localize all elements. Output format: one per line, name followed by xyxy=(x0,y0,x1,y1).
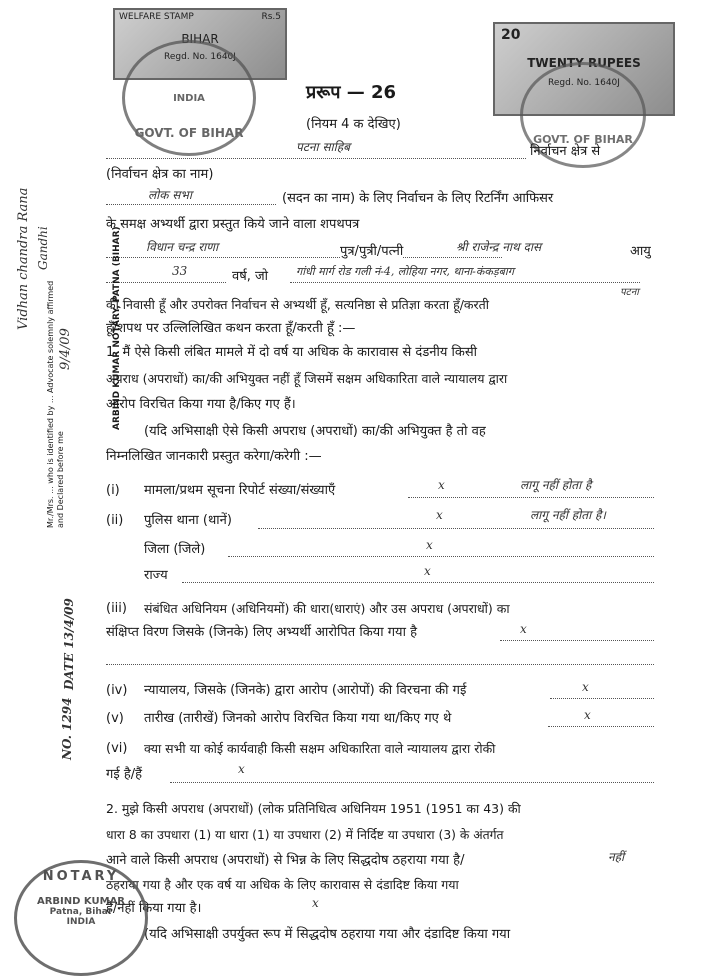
para3-line2: धारा 8 का उपधारा (1) या धारा (1) या उपधारा (2) में निर्दिष्ट या उपधारा (3) के अंतर्गत xyxy=(106,828,504,842)
item-iii-mark: x xyxy=(520,622,527,636)
para3-hand: नहीं xyxy=(608,850,625,864)
relation-label: पुत्र/पुत्री/पत्नी xyxy=(340,244,404,259)
item-v-blank xyxy=(548,726,654,727)
father-handwritten: श्री राजेन्द्र नाथ दास xyxy=(456,240,542,254)
margin-notary-text: Mr./Mrs. ... who is identified by ... Advocate solemnly affirmed and Declared before me xyxy=(46,280,65,528)
item-iv-num: (iv) xyxy=(106,683,128,698)
item-i-mark: x xyxy=(438,478,445,492)
years-label: वर्ष, जो xyxy=(232,269,269,284)
para2-line1: (यदि अभिसाक्षी ऐसे किसी अपराध (अपराधों) का/की अभियुक्त है तो वह xyxy=(144,424,486,439)
item-i-hand: लागू नहीं होता है xyxy=(520,478,592,492)
item-iv-mark: x xyxy=(582,680,589,694)
item-vi-mark: x xyxy=(238,762,245,776)
name-handwritten: विधान चन्द्र राणा xyxy=(146,240,219,254)
welfare-stamp-value: Rs.5 xyxy=(261,12,281,22)
court-fee-stamp-regd: Regd. No. 1640J xyxy=(548,78,620,88)
address-line xyxy=(290,282,640,283)
name-line xyxy=(106,257,502,258)
resident-line: की निवासी हूँ और उपरोक्त निर्वाचन से अभ्यर्थी हूँ, सत्यनिष्ठा से प्रतिज्ञा करता हूँ/करती xyxy=(106,297,490,312)
welfare-stamp-regd: Regd. No. 1640J xyxy=(164,52,236,62)
address-handwritten-2: पटना xyxy=(620,287,639,298)
item-v-text: तारीख (तारीखें) जिनको आरोप विरचित किया गया था/किए गए थे xyxy=(144,711,452,726)
notary-seal-country: INDIA xyxy=(66,917,96,927)
constituency-suffix: निर्वाचन क्षेत्र से xyxy=(530,144,601,159)
house-handwritten: लोक सभा xyxy=(148,188,192,202)
para4-line1: (यदि अभिसाक्षी उपर्युक्त रूप में सिद्धदोष ठहराया गया और दंडादिष्ट किया गया xyxy=(144,927,511,942)
affirm-line: हूँ/शपथ पर उल्लिलिखित कथन करता हूँ/करती हूँ :— xyxy=(106,321,356,336)
register-date: DATE 13/4/09 xyxy=(62,598,76,690)
para3-line1: 2. मुझे किसी अपराध (अपराधों) (लोक प्रतिनिधित्व अधिनियम 1951 (1951 का 43) की xyxy=(106,801,521,816)
constituency-label: (निर्वाचन क्षेत्र का नाम) xyxy=(106,167,214,182)
oath-intro: के समक्ष अभ्यर्थी द्वारा प्रस्तुत किये जाने वाला शपथपत्र xyxy=(106,217,360,232)
welfare-stamp-state: BIHAR xyxy=(181,32,219,46)
item-vi-num: (vi) xyxy=(106,741,128,756)
para3-line5: है/नहीं किया गया है। xyxy=(106,901,202,916)
constituency-line xyxy=(106,158,526,159)
notary-seal-title: NOTARY xyxy=(42,869,120,884)
govt-seal-left xyxy=(122,40,256,156)
house-line xyxy=(106,204,276,205)
register-number: NO. 1294 xyxy=(60,697,74,760)
item-iii-line1: संबंधित अधिनियम (अधिनियमों) की धारा(धाराएं) और उस अपराध (अपराधों) का xyxy=(144,601,510,616)
para1-line3: आरोप विरचित किया गया है/किए गए हैं। xyxy=(106,397,296,412)
govt-seal-right-text: GOVT. OF BIHAR xyxy=(533,133,633,146)
form-subtitle: (नियम 4 क देखिए) xyxy=(306,117,401,132)
item-v-mark: x xyxy=(584,708,591,722)
form-title: प्ररूप — 26 xyxy=(306,82,397,103)
item-i-label: मामला/प्रथम सूचना रिपोर्ट संख्या/संख्याएँ xyxy=(144,483,336,498)
para3-line4: ठहराया गया है और एक वर्ष या अधिक के लिए कारावास से दंडादिष्ट किया गया xyxy=(106,877,459,892)
district-line xyxy=(228,556,654,557)
welfare-stamp-title: WELFARE STAMP xyxy=(119,12,194,22)
district-mark: x xyxy=(426,538,433,552)
item-i-num: (i) xyxy=(106,483,120,498)
margin-handwritten-name: Vidhan chandra Rana xyxy=(16,187,31,330)
age-handwritten: 33 xyxy=(172,264,188,278)
item-i-line xyxy=(408,497,654,498)
para3-mark: x xyxy=(312,896,319,910)
para1-line2: अपराध (अपराधों) का/की अभियुक्त नहीं हूँ जिसमें सक्षम अधिकारिता वाले न्यायालय द्वारा xyxy=(106,371,508,386)
notary-seal xyxy=(14,860,148,976)
item-ii-num: (ii) xyxy=(106,513,124,528)
item-iv-blank xyxy=(550,698,654,699)
govt-seal-left-text: GOVT. OF BIHAR xyxy=(134,126,244,140)
margin-notary-vertical: ARBIND KUMAR NOTARY, PATNA (BIHAR) xyxy=(112,226,122,430)
margin-handwritten-suffix: Gandhi xyxy=(36,226,50,270)
age-label: आयु xyxy=(630,244,651,259)
item-iii-line2: संक्षिप्त विरण जिसके (जिनके) लिए अभ्यर्थी आरोपित किया गया है xyxy=(106,625,417,640)
state-mark: x xyxy=(424,564,431,578)
govt-seal-left-center: INDIA xyxy=(173,93,205,104)
age-line xyxy=(106,282,226,283)
para2-line2: निम्नलिखित जानकारी प्रस्तुत करेगा/करेगी :— xyxy=(106,449,322,464)
house-text: (सदन का नाम) के लिए निर्वाचन के लिए रिटर्निंग आफिसर xyxy=(282,191,554,206)
state-label: राज्य xyxy=(144,568,168,583)
notary-seal-name: ARBIND KUMAR xyxy=(36,896,126,907)
item-ii-mark: x xyxy=(436,508,443,522)
item-vi-line1: क्या सभी या कोई कार्यवाही किसी सक्षम अधिकारिता वाले न्यायालय द्वारा रोकी xyxy=(144,741,496,756)
item-v-num: (v) xyxy=(106,711,124,726)
court-fee-stamp-value: 20 xyxy=(501,27,521,43)
margin-handwritten-date: 9/4/09 xyxy=(58,328,73,370)
state-line xyxy=(182,582,654,583)
item-ii-hand: लागू नहीं होता है। xyxy=(530,508,606,522)
item-vi-line2: गई है/हैं xyxy=(106,767,143,782)
notary-seal-place: Patna, Bihar xyxy=(49,907,113,917)
constituency-handwritten: पटना साहिब xyxy=(296,140,350,154)
item-ii-line xyxy=(258,528,654,529)
item-iii-num: (iii) xyxy=(106,601,127,616)
item-iv-text: न्यायालय, जिसके (जिनके) द्वारा आरोप (आरोपों) की विरचना की गई xyxy=(144,683,467,698)
address-handwritten: गांधी मार्ग रोड गली नं-4, लोहिया नगर, थाना-कंकड़बाग xyxy=(296,265,514,278)
item-vi-blank xyxy=(170,782,654,783)
court-fee-stamp-label: TWENTY RUPEES xyxy=(527,56,641,70)
para3-line3: आने वाले किसी अपराध (अपराधों) से भिन्न के लिए सिद्धदोष ठहराया गया है/ xyxy=(106,853,465,868)
para1-line1: 1. मैं ऐसे किसी लंबित मामले में दो वर्ष या अधिक के कारावास से दंडनीय किसी xyxy=(106,345,478,360)
item-iii-extra-line xyxy=(106,664,654,665)
item-ii-label: पुलिस थाना (थानें) xyxy=(144,513,232,528)
district-label: जिला (जिले) xyxy=(144,542,206,557)
item-iii-blank xyxy=(500,640,654,641)
